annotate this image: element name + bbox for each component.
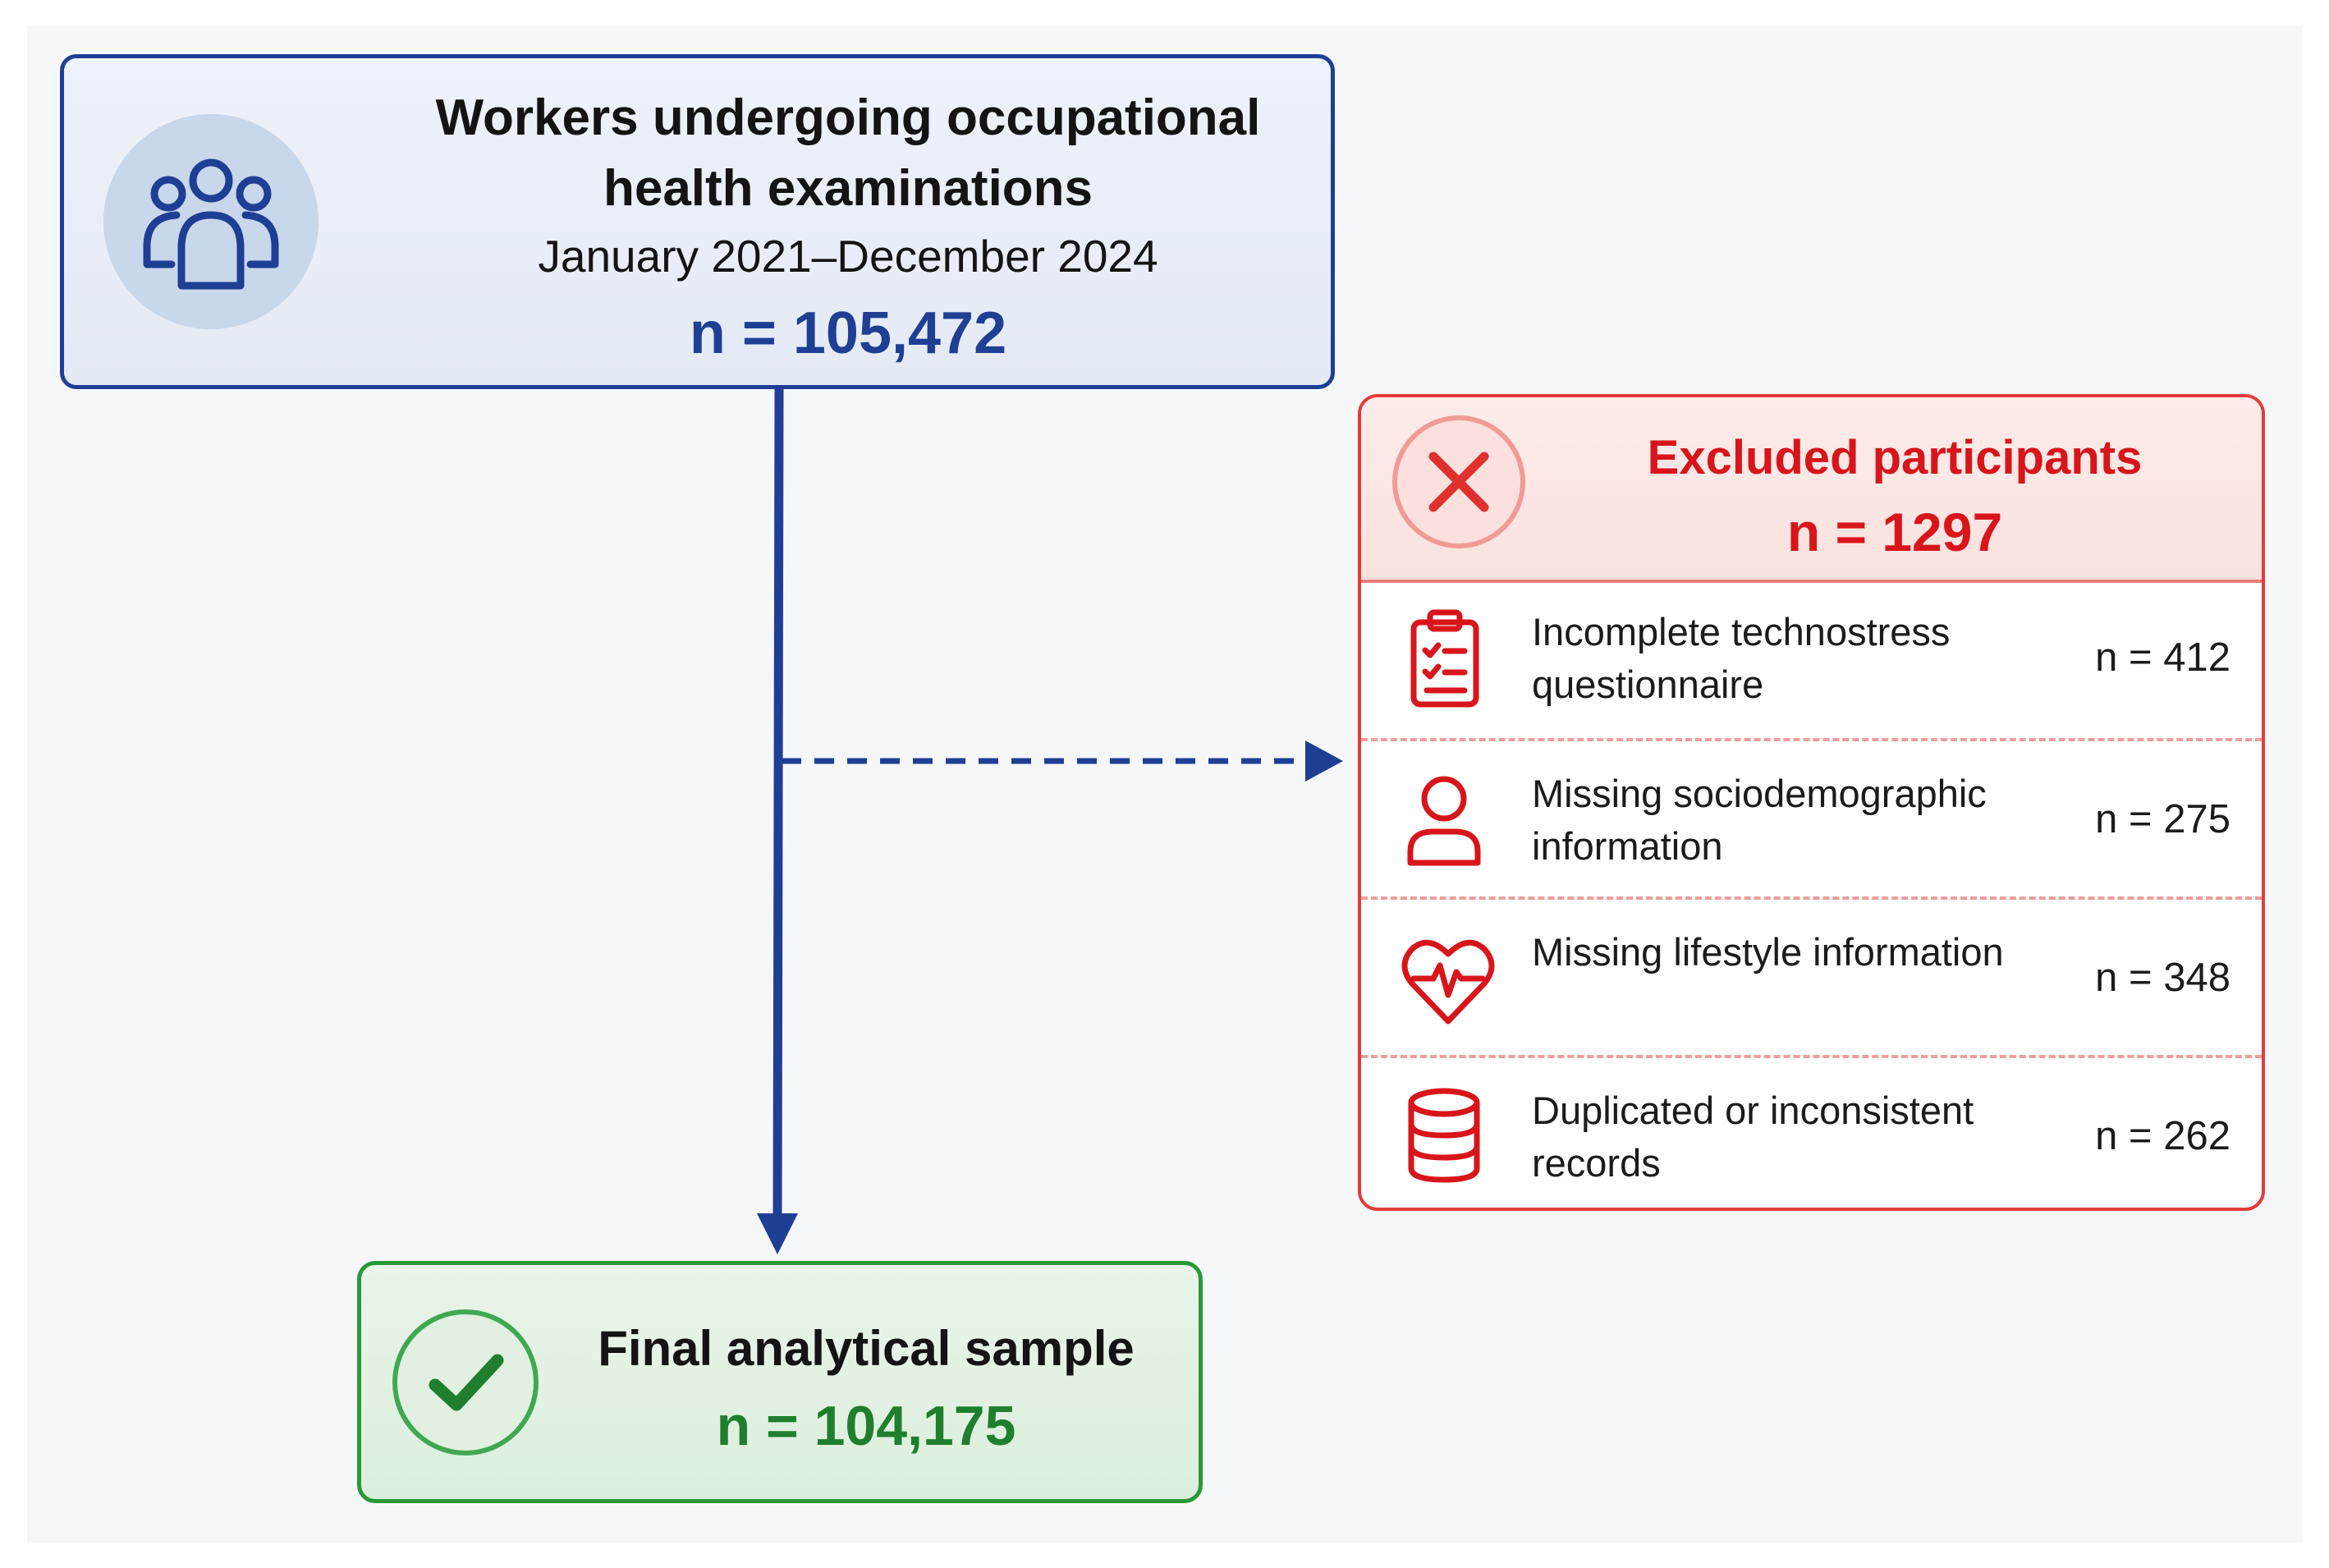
exclusion-reason-row bbox=[1361, 896, 2262, 1055]
population-box bbox=[60, 54, 1335, 389]
exclusion-arrowhead bbox=[1305, 740, 1343, 782]
exclusion-reason-row bbox=[1361, 1055, 2262, 1211]
final-sample-title: Final analytical sample bbox=[598, 1321, 1135, 1376]
main-flow-line bbox=[777, 389, 779, 1215]
people-group-icon bbox=[103, 114, 319, 329]
main-flow-arrowhead bbox=[757, 1213, 798, 1254]
exclusion-reason-row bbox=[1361, 580, 2262, 738]
clipboard-checklist-icon bbox=[1399, 604, 1489, 711]
exclusion-reason-row bbox=[1361, 738, 2262, 896]
exclusion-reason-count: n = 275 bbox=[2095, 797, 2230, 841]
heart-pulse-icon bbox=[1399, 924, 1497, 1031]
excluded-title: Excluded participants bbox=[1647, 431, 2143, 484]
exclusion-reason-label: Incomplete technostress questionnaire bbox=[1532, 610, 1951, 706]
excluded-box bbox=[1358, 394, 2265, 1211]
exclusion-reason-count: n = 348 bbox=[2095, 956, 2230, 1000]
checkmark-icon bbox=[392, 1309, 539, 1456]
final-sample-count: n = 104,175 bbox=[716, 1395, 1016, 1457]
exclusion-reason-label: Missing sociodemographic information bbox=[1532, 772, 1987, 868]
x-icon bbox=[1392, 415, 1525, 548]
excluded-count: n = 1297 bbox=[1786, 502, 2003, 562]
exclusion-reason-count: n = 412 bbox=[2095, 635, 2230, 680]
exclusion-reason-label: Missing lifestyle information bbox=[1532, 930, 2004, 974]
population-period: January 2021–December 2024 bbox=[538, 231, 1158, 282]
excluded-header bbox=[1361, 397, 2262, 583]
database-icon bbox=[1399, 1083, 1489, 1190]
population-count: n = 105,472 bbox=[689, 300, 1007, 366]
exclusion-reason-label: Duplicated or inconsistent records bbox=[1532, 1089, 1974, 1185]
exclusion-reason-count: n = 262 bbox=[2095, 1114, 2230, 1158]
population-title: Workers undergoing occupational health examinations bbox=[435, 89, 1261, 217]
final-sample-box bbox=[357, 1261, 1203, 1503]
person-icon bbox=[1399, 766, 1489, 873]
